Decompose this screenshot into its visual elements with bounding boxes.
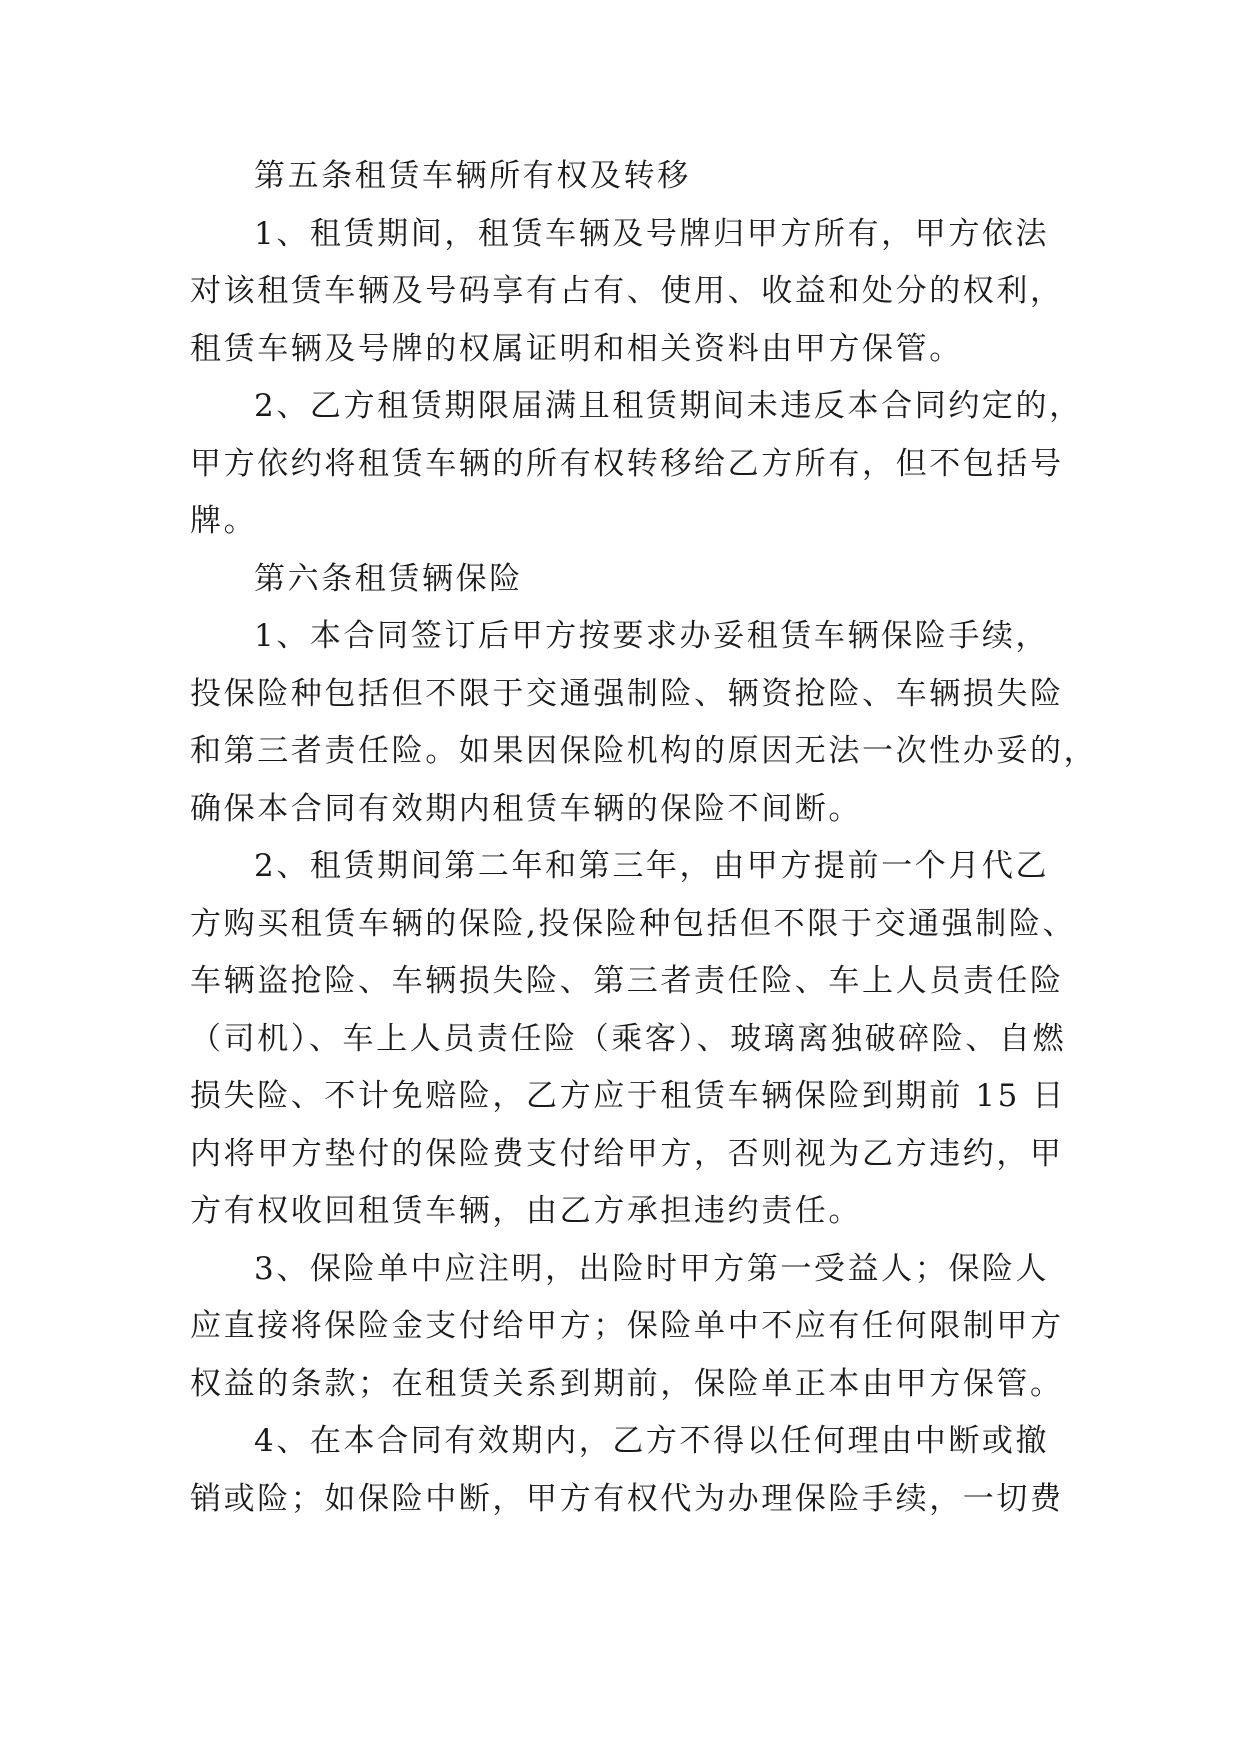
document-body xyxy=(190,148,1098,1528)
document-line: 对该租赁车辆及号码享有占有、使用、收益和处分的权利， xyxy=(190,273,1064,309)
document-line: 损失险、不计免赔险，乙方应于租赁车辆保险到期前 15 日 xyxy=(190,1078,1066,1114)
document-line: 方购买租赁车辆的保险,投保险种包括但不限于交通强制险、 xyxy=(190,905,1077,942)
document-line: 第六条租赁辆保险 xyxy=(254,560,523,597)
document-line: 和第三者责任险。如果因保险机构的原因无法一次性办妥的， xyxy=(190,733,1098,769)
document-line: 1、租赁期间，租赁车辆及号牌归甲方所有，甲方依法 xyxy=(254,215,1050,252)
document-line: 应直接将保险金支付给甲方；保险单中不应有任何限制甲方 xyxy=(190,1308,1064,1344)
document-line: 方有权收回租赁车辆，由乙方承担违约责任。 xyxy=(190,1193,862,1229)
document-line: 3、保险单中应注明，出险时甲方第一受益人；保险人 xyxy=(254,1250,1050,1287)
document-line: 内将甲方垫付的保险费支付给甲方，否则视为乙方违约，甲 xyxy=(190,1135,1064,1172)
document-line: 甲方依约将租赁车辆的所有权转移给乙方所有，但不包括号 xyxy=(190,445,1064,482)
document-line: 确保本合同有效期内租赁车辆的保险不间断。 xyxy=(190,790,862,827)
document-line: 车辆盗抢险、车辆损失险、第三者责任险、车上人员责任险 xyxy=(190,963,1064,999)
document-line: 第五条租赁车辆所有权及转移 xyxy=(254,158,691,194)
document-line: 1、本合同签订后甲方按要求办妥租赁车辆保险手续， xyxy=(254,618,1050,654)
document-line: （司机）、车上人员责任险（乘客）、玻璃离独破碎险、自燃 xyxy=(190,1020,1067,1057)
document-line: 牌。 xyxy=(190,503,258,539)
document-line: 4、在本合同有效期内，乙方不得以任何理由中断或撤 xyxy=(254,1423,1050,1459)
document-line: 租赁车辆及号牌的权属证明和相关资料由甲方保管。 xyxy=(190,330,963,367)
document-line: 2、乙方租赁期限届满且租赁期间未违反本合同约定的， xyxy=(254,388,1083,424)
document-line: 投保险种包括但不限于交通强制险、辆资抢险、车辆损失险 xyxy=(190,675,1064,712)
document-line: 销或险；如保险中断，甲方有权代为办理保险手续，一切费 xyxy=(190,1480,1064,1517)
document-line: 权益的条款；在租赁关系到期前，保险单正本由甲方保管。 xyxy=(190,1365,1064,1402)
document-line: 2、租赁期间第二年和第三年，由甲方提前一个月代乙 xyxy=(254,848,1050,884)
